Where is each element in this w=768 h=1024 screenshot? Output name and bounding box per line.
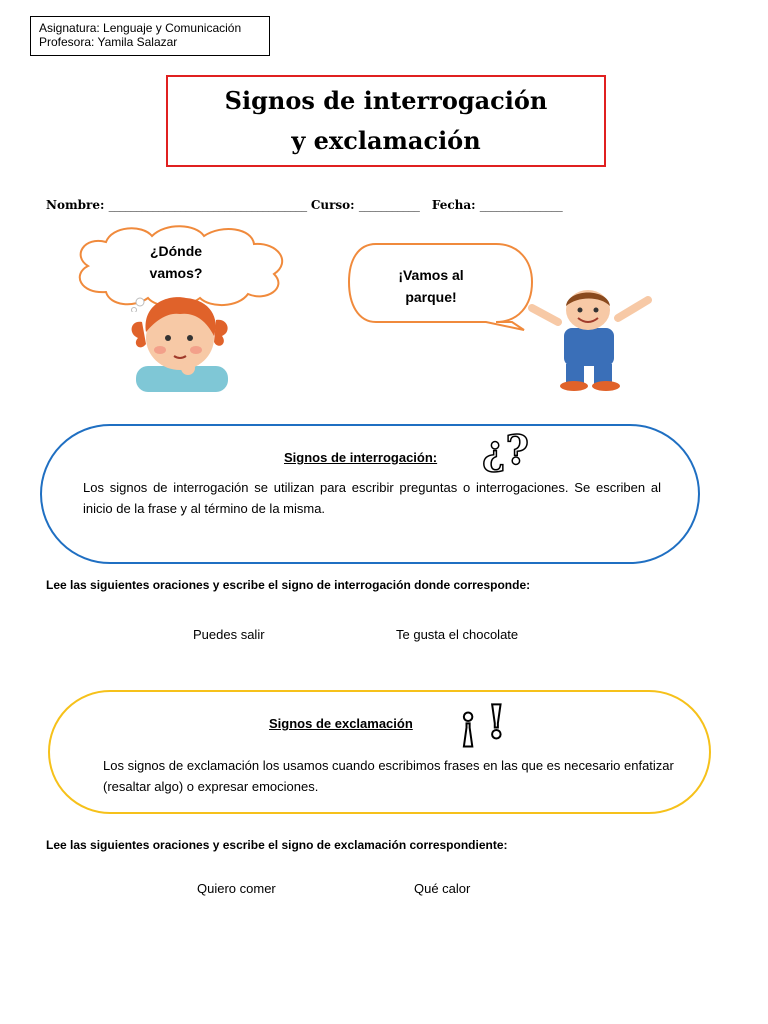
fecha-field[interactable]: _______________ (479, 198, 563, 212)
girl-illustration (128, 292, 232, 392)
title-line-1: Signos de interrogación (224, 86, 548, 115)
curso-label: Curso: (310, 198, 355, 212)
student-info-line (46, 198, 726, 212)
subject-info-box (30, 16, 270, 56)
exclamation-heading: Signos de exclamación (269, 716, 413, 731)
interrogation-description: Los signos de interrogación se utilizan para escribir preguntas o interrogaciones. Se escriben al inicio de la frase y al término de la misma. (83, 480, 661, 516)
page-title (166, 75, 606, 167)
boy-speech-line-2: parque! (405, 289, 457, 305)
interrogation-sentence-2: Te gusta el chocolate (396, 627, 519, 642)
interrogation-instruction: Lee las siguientes oraciones y escribe el signo de interrogación donde corresponde: (46, 578, 531, 592)
exclamation-description: Los signos de exclamación los usamos cuando escribimos frases en las que es necesario enfatizar (resaltar algo) o expresar emociones. (103, 758, 674, 794)
boy-speech (366, 264, 496, 308)
subject-label: Asignatura: Lenguaje y Comunicación (39, 21, 242, 35)
teacher-label: Profesora: Yamila Salazar (39, 35, 178, 49)
nombre-field[interactable]: ____________________________________ (108, 198, 307, 212)
exclamation-marks-icon: ¡! (458, 695, 515, 749)
interrogation-sentence-1: Puedes salir (193, 627, 265, 642)
exclamation-sentence-2: Qué calor (414, 881, 471, 896)
fecha-label: Fecha: (431, 198, 476, 212)
curso-field[interactable]: ___________ (358, 198, 420, 212)
boy-illustration (528, 288, 652, 392)
exclamation-sentence-1: Quiero comer (197, 881, 276, 896)
girl-speech-line-2: vamos? (149, 265, 203, 281)
girl-speech (116, 240, 236, 284)
girl-speech-line-1: ¿Dónde (149, 243, 203, 259)
nombre-label: Nombre: (46, 198, 105, 212)
exclamation-instruction: Lee las siguientes oraciones y escribe el signo de exclamación correspondiente: (46, 838, 508, 852)
title-line-2: y exclamación (291, 126, 481, 155)
interrogation-heading: Signos de interrogación: (284, 450, 438, 465)
question-marks-icon: ¿? (482, 427, 529, 474)
boy-speech-line-1: ¡Vamos al (398, 267, 464, 283)
